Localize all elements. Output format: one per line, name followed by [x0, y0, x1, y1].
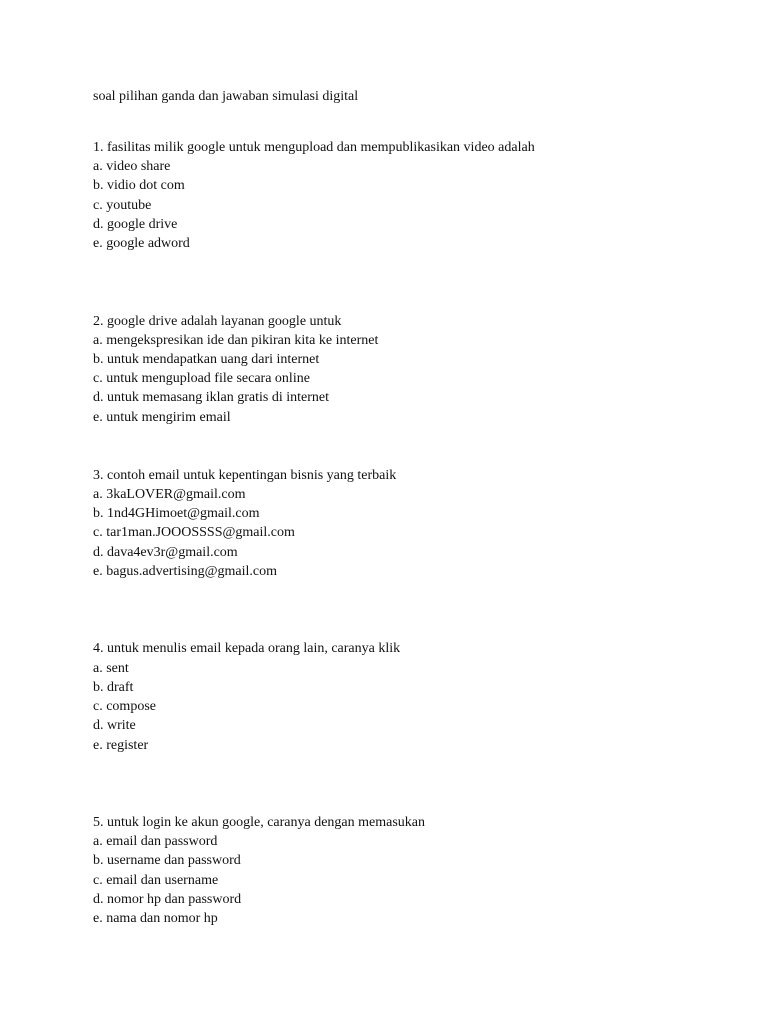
question-4-option-a: a. sent	[93, 661, 129, 676]
document-title: soal pilihan ganda dan jawaban simulasi digital	[93, 89, 359, 104]
question-2-option-b: b. untuk mendapatkan uang dari internet	[93, 352, 320, 367]
question-2-option-d: d. untuk memasang iklan gratis di internet	[93, 390, 330, 405]
question-5-option-a: a. email dan password	[93, 834, 218, 849]
question-2-option-a: a. mengekspresikan ide dan pikiran kita ke internet	[93, 333, 379, 348]
question-1-option-e: e. google adword	[93, 236, 190, 251]
question-5-option-e: e. nama dan nomor hp	[93, 911, 218, 926]
question-1-text: 1. fasilitas milik google untuk mengupload dan mempublikasikan video adalah	[93, 140, 535, 155]
question-4-option-e: e. register	[93, 738, 149, 753]
question-1-option-b: b. vidio dot com	[93, 178, 185, 193]
question-4-option-b: b. draft	[93, 680, 134, 695]
question-4-text: 4. untuk menulis email kepada orang lain, caranya klik	[93, 641, 401, 656]
question-5-option-b: b. username dan password	[93, 853, 241, 868]
question-3-option-a: a. 3kaLOVER@gmail.com	[93, 487, 246, 502]
question-2-option-e: e. untuk mengirim email	[93, 410, 231, 425]
question-5-option-d: d. nomor hp dan password	[93, 892, 242, 907]
question-3-text: 3. contoh email untuk kepentingan bisnis yang terbaik	[93, 468, 397, 483]
question-2-option-c: c. untuk mengupload file secara online	[93, 371, 310, 386]
question-1-option-c: c. youtube	[93, 198, 152, 213]
question-4-option-d: d. write	[93, 718, 136, 733]
question-1-option-d: d. google drive	[93, 217, 178, 232]
question-4-option-c: c. compose	[93, 699, 156, 714]
question-3-option-c: c. tar1man.JOOOSSSS@gmail.com	[93, 525, 295, 540]
question-3-option-b: b. 1nd4GHimoet@gmail.com	[93, 506, 260, 521]
question-5-text: 5. untuk login ke akun google, caranya dengan memasukan	[93, 815, 426, 830]
question-2-text: 2. google drive adalah layanan google untuk	[93, 314, 342, 329]
question-3-option-d: d. dava4ev3r@gmail.com	[93, 545, 238, 560]
question-3-option-e: e. bagus.advertising@gmail.com	[93, 564, 277, 579]
question-5-option-c: c. email dan username	[93, 873, 219, 888]
question-1-option-a: a. video share	[93, 159, 171, 174]
